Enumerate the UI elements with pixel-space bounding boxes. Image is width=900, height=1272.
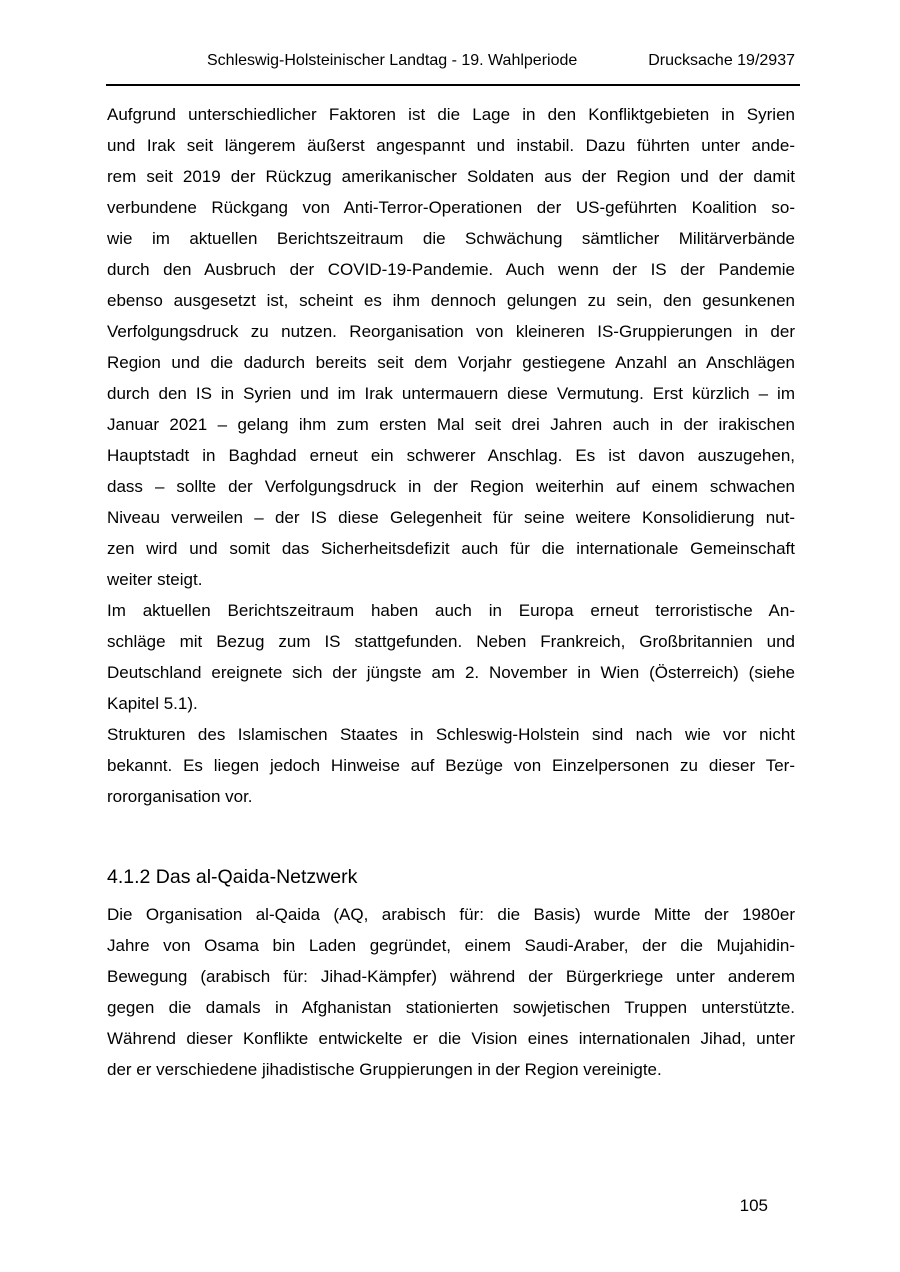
text-line: Im aktuellen Berichtszeitraum haben auch in Europa erneut terroristische An- xyxy=(107,601,795,620)
text-line: gegen die damals in Afghanistan stationierten sowjetischen Truppen unterstützte. xyxy=(107,998,795,1017)
text-line: bekannt. Es liegen jedoch Hinweise auf Bezüge von Einzelpersonen zu dieser Ter- xyxy=(107,756,795,775)
text-line: Deutschland ereignete sich der jüngste am 2. November in Wien (Österreich) (siehe xyxy=(107,663,795,682)
text-line: durch den Ausbruch der COVID-19-Pandemie. Auch wenn der IS der Pandemie xyxy=(107,260,795,279)
paragraph xyxy=(107,595,795,719)
text-line: weiter steigt. xyxy=(107,570,203,589)
text-line: Verfolgungsdruck zu nutzen. Reorganisation von kleineren IS-Gruppierungen in der xyxy=(107,322,795,341)
text-line: Während dieser Konflikte entwickelte er die Vision eines internationalen Jihad, unter xyxy=(107,1029,795,1048)
text-line: ebenso ausgesetzt ist, scheint es ihm dennoch gelungen zu sein, den gesunkenen xyxy=(107,291,795,310)
text-line: und Irak seit längerem äußerst angespannt und instabil. Dazu führten unter ande- xyxy=(107,136,795,155)
page-number: 105 xyxy=(739,1196,768,1215)
text-line: dass – sollte der Verfolgungsdruck in der Region weiterhin auf einem schwachen xyxy=(107,477,795,496)
text-line: Die Organisation al-Qaida (AQ, arabisch für: die Basis) wurde Mitte der 1980er xyxy=(107,905,795,924)
text-line: Aufgrund unterschiedlicher Faktoren ist die Lage in den Konfliktgebieten in Syrien xyxy=(107,105,795,124)
text-line: der er verschiedene jihadistische Gruppierungen in der Region vereinigte. xyxy=(107,1060,662,1079)
text-line: Region und die dadurch bereits seit dem Vorjahr gestiegene Anzahl an Anschlägen xyxy=(107,353,795,372)
text-line: zen wird und somit das Sicherheitsdefizit auch für die internationale Gemeinschaft xyxy=(107,539,795,558)
paragraph xyxy=(107,99,795,595)
document-body xyxy=(107,99,795,1085)
header-title: Schleswig-Holsteinischer Landtag - 19. Wahlperiode xyxy=(207,52,578,69)
text-line: Bewegung (arabisch für: Jihad-Kämpfer) während der Bürgerkriege unter anderem xyxy=(107,967,795,986)
header-rule xyxy=(106,84,800,86)
header-document-number: Drucksache 19/2937 xyxy=(648,52,795,69)
text-line: Kapitel 5.1). xyxy=(107,694,198,713)
text-line: Niveau verweilen – der IS diese Gelegenheit für seine weitere Konsolidierung nut- xyxy=(107,508,795,527)
text-line: Hauptstadt in Baghdad erneut ein schwerer Anschlag. Es ist davon auszugehen, xyxy=(107,446,795,465)
text-line: rororganisation vor. xyxy=(107,787,253,806)
text-line: rem seit 2019 der Rückzug amerikanischer Soldaten aus der Region und der damit xyxy=(107,167,795,186)
text-line: Strukturen des Islamischen Staates in Schleswig-Holstein sind nach wie vor nicht xyxy=(107,725,795,744)
text-line: verbundene Rückgang von Anti-Terror-Operationen der US-geführten Koalition so- xyxy=(107,198,795,217)
text-line: schläge mit Bezug zum IS stattgefunden. Neben Frankreich, Großbritannien und xyxy=(107,632,795,651)
text-line: durch den IS in Syrien und im Irak untermauern diese Vermutung. Erst kürzlich – im xyxy=(107,384,795,403)
section-heading: 4.1.2 Das al-Qaida-Netzwerk xyxy=(107,866,358,888)
text-line: wie im aktuellen Berichtszeitraum die Schwächung sämtlicher Militärverbände xyxy=(107,229,795,248)
text-line: Januar 2021 – gelang ihm zum ersten Mal seit drei Jahren auch in der irakischen xyxy=(107,415,795,434)
paragraph xyxy=(107,719,795,812)
text-line: Jahre von Osama bin Laden gegründet, einem Saudi-Araber, der die Mujahidin- xyxy=(107,936,795,955)
paragraph xyxy=(107,899,795,1085)
